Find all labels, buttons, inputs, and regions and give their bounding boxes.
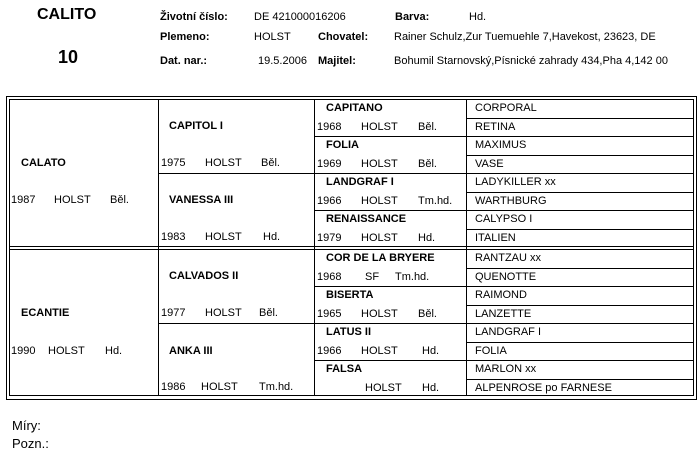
breed-value: HOLST [254, 31, 291, 43]
dam-year: 1990 [11, 345, 36, 357]
ddd-breed: HOLST [365, 382, 402, 394]
ddd-color: Hd. [422, 382, 440, 394]
ssdd-name: VASE [475, 158, 504, 170]
ssd-breed: HOLST [361, 158, 398, 170]
ss-year: 1975 [161, 157, 186, 169]
dssd-name: QUENOTTE [475, 271, 537, 283]
dsd-breed: HOLST [361, 308, 398, 320]
ddss-name: LANDGRAF I [475, 326, 542, 338]
sd-name: VANESSA III [169, 194, 234, 206]
sire-breed: HOLST [54, 194, 91, 206]
catalog-number: 10 [58, 47, 79, 67]
ddsd-name: FOLIA [475, 345, 507, 357]
dsd-year: 1965 [317, 308, 342, 320]
ds-breed: HOLST [205, 307, 242, 319]
owner-value: Bohumil Starnovský,Písnické zahrady 434,Pha 4,142 00 [394, 55, 668, 67]
color-label: Barva: [395, 11, 430, 23]
dds-breed: HOLST [361, 345, 398, 357]
ddds-name: MARLON xx [475, 363, 537, 375]
sdss-name: LADYKILLER xx [475, 176, 556, 188]
dss-name: COR DE LA BRYERE [326, 252, 435, 264]
ss-breed: HOLST [205, 157, 242, 169]
sss-color: Běl. [418, 121, 437, 133]
sddd-name: ITALIEN [475, 232, 516, 244]
dd-year: 1986 [161, 381, 186, 393]
ddd-name: FALSA [326, 363, 363, 375]
dsss-name: RANTZAU xx [475, 252, 541, 264]
dam-breed: HOLST [48, 345, 85, 357]
sdd-year: 1979 [317, 232, 342, 244]
sdd-color: Hd. [418, 232, 436, 244]
sire-name: CALATO [21, 157, 66, 169]
dss-year: 1968 [317, 271, 342, 283]
dsd-color: Běl. [418, 308, 437, 320]
measures-label: Míry: [12, 418, 41, 433]
sire-year: 1987 [11, 194, 36, 206]
sdsd-name: WARTHBURG [475, 195, 547, 207]
breeder-value: Rainer Schulz,Zur Tuemuehle 7,Havekost, 23623, DE [394, 31, 656, 43]
sdds-name: CALYPSO I [475, 213, 533, 225]
dd-color: Tm.hd. [259, 381, 294, 393]
ssd-name: FOLIA [326, 139, 359, 151]
ds-year: 1977 [161, 307, 186, 319]
sd-color: Hd. [263, 231, 281, 243]
sss-year: 1968 [317, 121, 342, 133]
dd-name: ANKA III [169, 345, 213, 357]
id-label: Životní číslo: [160, 11, 228, 23]
id-value: DE 421000016206 [254, 11, 346, 23]
sssd-name: RETINA [475, 121, 516, 133]
dsdd-name: LANZETTE [475, 308, 532, 320]
ds-color: Běl. [259, 307, 278, 319]
sds-color: Tm.hd. [418, 195, 453, 207]
dsds-name: RAIMOND [475, 289, 527, 301]
sd-breed: HOLST [205, 231, 242, 243]
sss-name: CAPITANO [326, 102, 383, 114]
ss-color: Běl. [261, 157, 280, 169]
dds-year: 1966 [317, 345, 342, 357]
dds-name: LATUS II [326, 326, 372, 338]
dss-color: Tm.hd. [395, 271, 430, 283]
dss-breed: SF [365, 271, 380, 283]
sss-breed: HOLST [361, 121, 398, 133]
color-value: Hd. [469, 11, 487, 23]
dddd-name: ALPENROSE po FARNESE [475, 382, 612, 394]
note-label: Pozn.: [12, 436, 49, 451]
sds-year: 1966 [317, 195, 342, 207]
breed-label: Plemeno: [160, 31, 210, 43]
horse-name: CALITO [37, 6, 97, 23]
sds-name: LANDGRAF I [326, 176, 394, 188]
ssd-year: 1969 [317, 158, 342, 170]
dam-color: Hd. [105, 345, 123, 357]
sire-color: Běl. [110, 194, 129, 206]
ssss-name: CORPORAL [475, 102, 537, 114]
ssds-name: MAXIMUS [475, 139, 527, 151]
sdd-breed: HOLST [361, 232, 398, 244]
dam-name: ECANTIE [21, 307, 70, 319]
dds-color: Hd. [422, 345, 440, 357]
sd-year: 1983 [161, 231, 186, 243]
pedigree-table [6, 96, 697, 400]
dsd-name: BISERTA [326, 289, 374, 301]
sdd-name: RENAISSANCE [326, 213, 407, 225]
dob-label: Dat. nar.: [160, 55, 208, 67]
owner-label: Majitel: [318, 55, 356, 67]
ds-name: CALVADOS II [169, 270, 239, 282]
sds-breed: HOLST [361, 195, 398, 207]
ssd-color: Běl. [418, 158, 437, 170]
breeder-label: Chovatel: [318, 31, 369, 43]
ss-name: CAPITOL I [169, 120, 223, 132]
dd-breed: HOLST [201, 381, 238, 393]
dob-value: 19.5.2006 [258, 55, 307, 67]
